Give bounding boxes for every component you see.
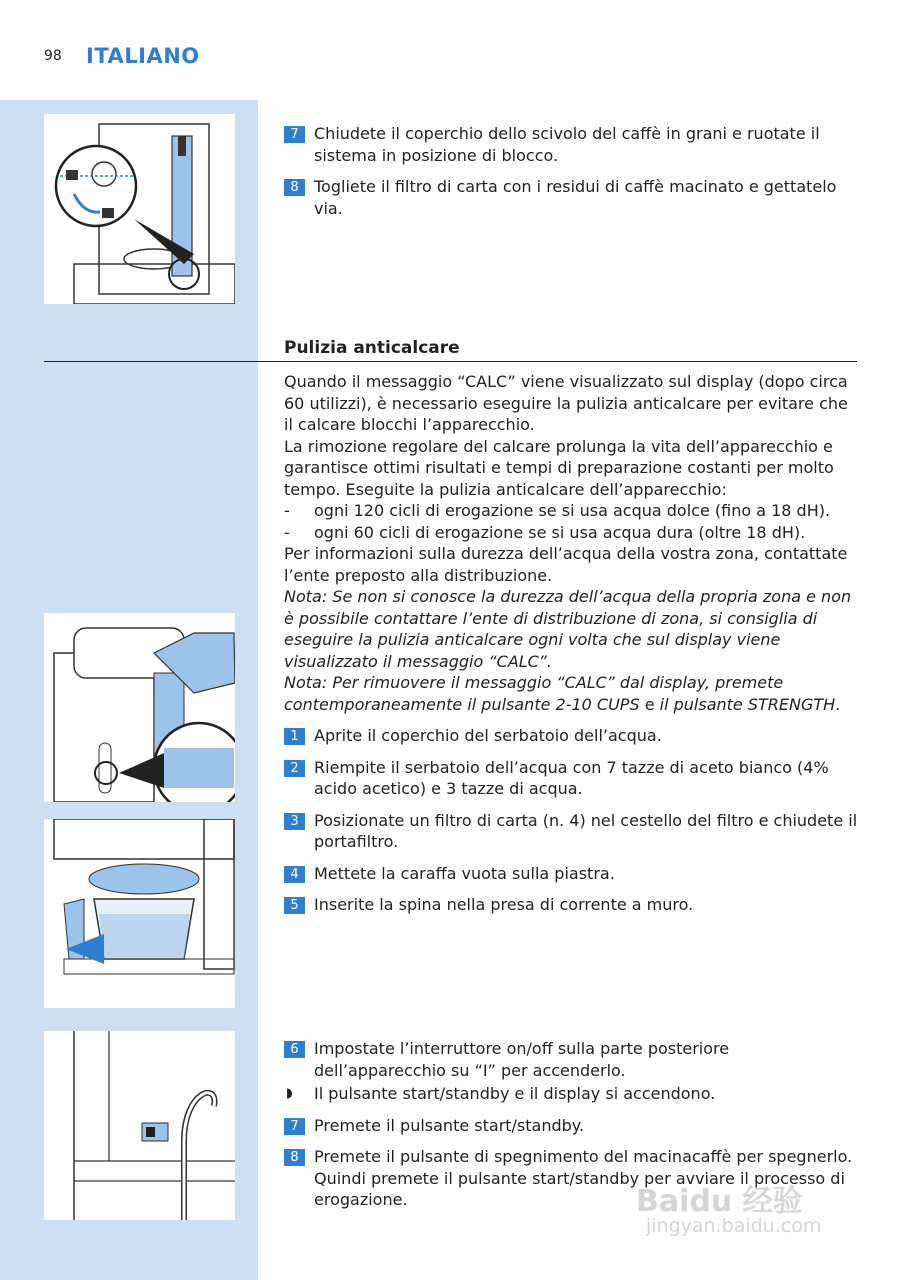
dash-text: ogni 120 cicli di erogazione se si usa acqua dolce (fino a 18 dH). — [314, 501, 831, 520]
step-1 — [284, 725, 858, 747]
step-number: 5 — [284, 897, 305, 914]
step-number: 1 — [284, 728, 305, 745]
note-2-part-2: il pulsante STRENGTH — [654, 694, 836, 714]
intro-paragraph-2: La rimozione regolare del calcare prolunga la vita dell’apparecchio e garantisce ottimi risultati e tempi di preparazione costanti per molto tempo. Eseguite la pulizia anticalcare dell’apparecchio: — [284, 436, 834, 499]
step-number: 7 — [284, 126, 305, 143]
dash-mark: - — [284, 501, 290, 520]
step-text: Riempite il serbatoio dell’acqua con 7 tazze di aceto bianco (4% acido acetico) e 3 tazze di acqua. — [314, 757, 829, 798]
step-number: 3 — [284, 813, 305, 830]
intro-paragraph-3: Per informazioni sulla durezza dell’acqua della vostra zona, contattate l’ente preposto alla distribuzione. — [284, 544, 848, 585]
note-2-part-1: Nota: Per rimuovere il messaggio “CALC” dal display, premete contemporaneamente il pulsante 2-10 CUPS — [284, 673, 784, 714]
step-text: Impostate l’interruttore on/off sulla parte posteriore dell’apparecchio su “I” per accenderlo. — [314, 1039, 730, 1080]
step-result — [284, 1083, 858, 1105]
step-text: Premete il pulsante di spegnimento del macinacaffè per spegnerlo. Quindi premete il pulsante start/standby per avviare il processo di erogazione. — [314, 1147, 853, 1209]
step-text: Posizionate un filtro di carta (n. 4) nel cestello del filtro e chiudete il portafiltro. — [314, 810, 858, 851]
note-2-conjunction: e — [644, 694, 655, 714]
dash-mark: - — [284, 522, 290, 542]
step-number: 4 — [284, 866, 305, 883]
note-2 — [284, 672, 858, 715]
page-language-title: ITALIANO — [86, 44, 200, 68]
section-heading: Pulizia anticalcare — [284, 338, 460, 358]
step-number: 8 — [284, 1149, 305, 1166]
step-text: Il pulsante start/standby e il display si accendono. — [314, 1084, 716, 1103]
step-8-top — [284, 176, 858, 219]
figure-lock-brush — [44, 114, 235, 304]
note-2-period: . — [835, 694, 841, 714]
step-text: Chiudete il coperchio dello scivolo del caffè in grani e ruotate il sistema in posizione di blocco. — [314, 124, 820, 165]
note-1: Nota: Se non si conosce la durezza dell’acqua della propria zona e non è possibile contattare l’ente di distribuzione di zona, si consiglia di eseguire la pulizia anticalcare ogni volta che sul display viene visualizzato il messaggio “CALC”. — [284, 587, 852, 671]
step-7 — [284, 1115, 858, 1137]
step-number: 7 — [284, 1118, 305, 1135]
step-2 — [284, 757, 858, 800]
figure-carafe — [44, 819, 235, 1008]
figure-fill-tank — [44, 613, 235, 802]
top-steps — [284, 123, 858, 229]
watermark-url: jingyan.baidu.com — [646, 1215, 822, 1237]
step-text: Inserite la spina nella presa di corrente a muro. — [314, 895, 694, 914]
section-body — [284, 371, 858, 926]
watermark-logo: Baidu 经验 — [636, 1184, 803, 1219]
page-number: 98 — [44, 48, 62, 64]
step-text: Mettete la caraffa vuota sulla piastra. — [314, 863, 615, 883]
step-text: Aprite il coperchio del serbatoio dell’acqua. — [314, 726, 662, 745]
intro-paragraph-1: Quando il messaggio “CALC” viene visualizzato sul display (dopo circa 60 utilizzi), è necessario eseguire la pulizia anticalcare per evitare che il calcare blocchi l’apparecchio. — [284, 372, 848, 434]
step-number: 6 — [284, 1041, 305, 1058]
section-divider — [44, 361, 857, 362]
step-7-top — [284, 123, 858, 166]
result-bullet-icon: ◗ — [286, 1086, 293, 1101]
step-text: Premete il pulsante start/standby. — [314, 1115, 585, 1135]
dash-item-2 — [284, 522, 858, 544]
steps-list-a — [284, 725, 858, 916]
step-number: 8 — [284, 179, 305, 196]
step-4 — [284, 863, 858, 885]
step-3 — [284, 810, 858, 853]
dash-item-1 — [284, 500, 858, 522]
step-5 — [284, 894, 858, 916]
step-6 — [284, 1038, 858, 1081]
dash-text: ogni 60 cicli di erogazione se si usa acqua dura (oltre 18 dH). — [314, 522, 806, 542]
step-text: Togliete il filtro di carta con i residui di caffè macinato e gettatelo via. — [314, 177, 837, 218]
step-number: 2 — [284, 760, 305, 777]
figure-power-switch — [44, 1031, 235, 1220]
